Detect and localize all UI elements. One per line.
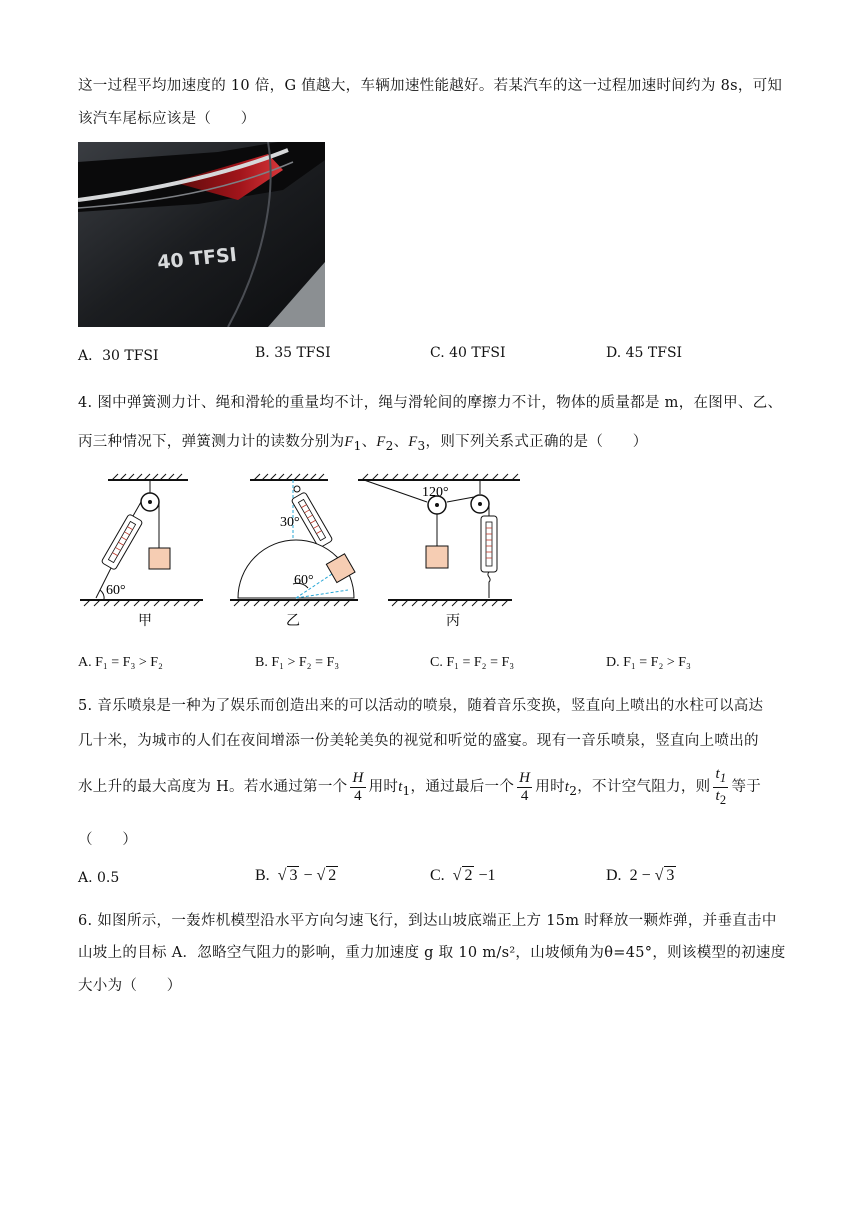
q4-option-d: D. F₁ = F₂ > F₃ — [606, 655, 691, 670]
q4-option-b: B. F₁ > F₂ = F₃ — [255, 655, 340, 670]
q6-text-line1: 6. 如图所示，一轰炸机模型沿水平方向匀速飞行，到达山坡底端正上方 15m 时释放一颗炸弹，并垂直击中 — [78, 913, 777, 929]
label-yi: 乙 — [286, 613, 300, 629]
q4-option-a: A. F₁ = F₃ > F₂ — [78, 655, 163, 670]
q5-text-line2: 几十米，为城市的人们在夜间增添一份美轮美奂的视觉和听觉的盛宴。现有一音乐喷泉，竖直向上喷出的 — [78, 733, 759, 749]
angle-bing: 120° — [422, 485, 449, 500]
q3-option-d: D. 45 TFSI — [606, 345, 683, 361]
label-jia: 甲 — [138, 613, 152, 629]
label-bing: 丙 — [446, 613, 460, 629]
q4-text-line2: 丙三种情况下，弹簧测力计的读数分别为$F_1$、$F_2$、$F_3$，则下列关系式正确的是（ ） — [78, 434, 648, 453]
q6-text-line3: 大小为（ ） — [78, 978, 182, 994]
car-badge: 40 TFSI — [156, 243, 238, 274]
q3-option-b: B. 35 TFSI — [255, 345, 331, 361]
q5-text-line3: 水上升的最大高度为 H。若水通过第一个 $\frac{H}{4}$ 用时$t_1$，通过最后一个 $\frac{H}{4}$ 用时$t_2$，不计空气阻力，则 $\frac{t_1}{t_2}$ 等于 — [78, 765, 762, 807]
q3-text-line2: 该汽车尾标应该是（ ） — [78, 111, 256, 127]
q4-option-c: C. F₁ = F₂ = F₃ — [430, 655, 515, 670]
car-tail-photo — [78, 142, 325, 327]
q5-option-b: B. √ 3 − √ 2 — [255, 867, 337, 884]
q5-text-line4: （ ） — [78, 832, 138, 848]
q5-option-c: C. √ 2 −1 — [430, 867, 496, 884]
diagram-bing — [352, 472, 527, 632]
diagram-yi — [228, 472, 363, 632]
q4-text-line1: 4. 图中弹簧测力计、绳和滑轮的重量均不计，绳与滑轮间的摩擦力不计，物体的质量都是 m，在图甲、乙、 — [78, 395, 783, 411]
q3-text-line1: 这一过程平均加速度的 10 倍，G 值越大，车辆加速性能越好。若某汽车的这一过程加速时间约为 8s，可知 — [78, 78, 783, 94]
diagram-jia — [78, 472, 208, 632]
angle-jia: 60° — [106, 583, 126, 598]
q6-text-line2: 山坡上的目标 A．忽略空气阻力的影响，重力加速度 g 取 10 m/s²，山坡倾角为θ=45°，则该模型的初速度 — [78, 945, 786, 961]
q3-option-c: C. 40 TFSI — [430, 345, 506, 361]
angle-yi-top: 30° — [280, 515, 300, 530]
q5-option-a: A. 0.5 — [78, 870, 120, 886]
q3-option-a: A．30 TFSI — [78, 348, 159, 364]
q5-text-line1: 5. 音乐喷泉是一种为了娱乐而创造出来的可以活动的喷泉，随着音乐变换，竖直向上喷出的水柱可以高达 — [78, 698, 764, 714]
q5-option-d: D. 2 − √ 3 — [606, 867, 675, 884]
angle-yi-bottom: 60° — [294, 573, 314, 588]
